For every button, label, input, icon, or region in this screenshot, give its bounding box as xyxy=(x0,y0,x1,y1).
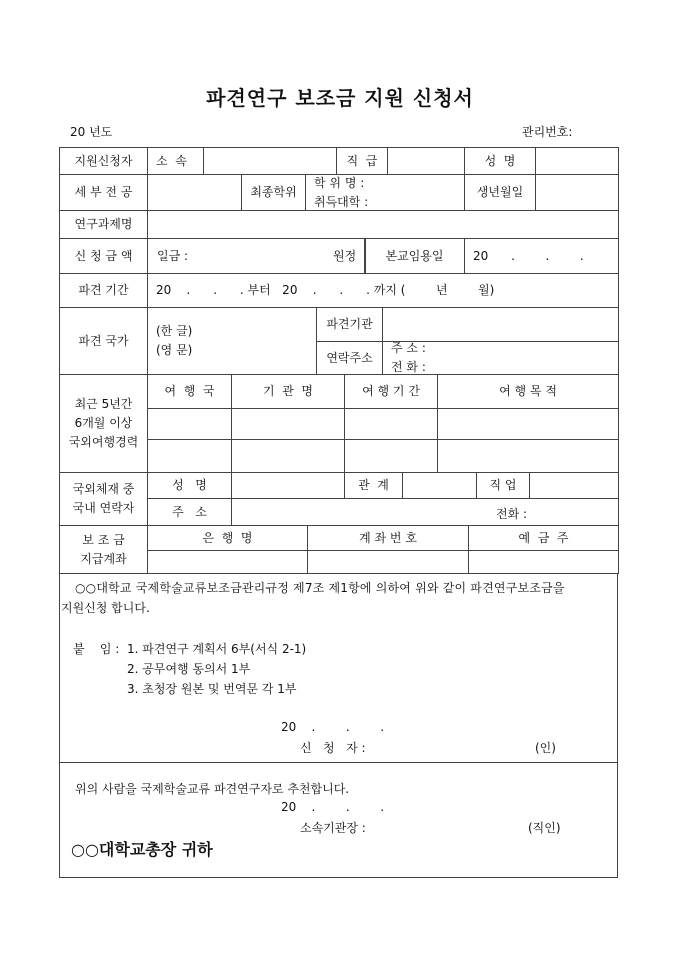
institution-field[interactable] xyxy=(382,307,619,342)
travel-cell[interactable] xyxy=(437,408,619,440)
amount-label: 신 청 금 액 xyxy=(59,238,148,274)
relation-label: 관 계 xyxy=(344,472,403,499)
affiliation-label: 소 속 xyxy=(147,147,204,175)
bank-name-field[interactable] xyxy=(147,550,308,574)
hire-date-label: 본교임용일 xyxy=(364,238,465,274)
domestic-contact-label: 국외체재 중 국내 연락자 xyxy=(59,472,148,526)
contact-address-field[interactable] xyxy=(231,498,619,526)
country-field[interactable]: (한 글) (영 문) xyxy=(147,307,317,375)
amount-prefix: 일금 : xyxy=(157,249,189,263)
birth-label: 생년월일 xyxy=(464,174,536,211)
institution-label: 파견기관 xyxy=(316,307,383,342)
travel-header-institution: 기 관 명 xyxy=(231,374,345,409)
contact-name-field[interactable] xyxy=(231,472,345,499)
applicant-signature-label: 신 청 자 : xyxy=(300,741,366,755)
period-label: 파견 기간 xyxy=(59,273,148,308)
account-number-field[interactable] xyxy=(307,550,469,574)
account-holder-header: 예 금 주 xyxy=(468,525,619,551)
statement-line-2: 지원신청 합니다. xyxy=(61,601,150,615)
contact-name-label: 성 명 xyxy=(147,472,232,499)
amount-suffix: 원정 xyxy=(333,249,357,263)
degree-label: 최종학위 xyxy=(241,174,306,211)
fiscal-year: 20 년도 xyxy=(70,125,113,139)
statement-line-1: ○○대학교 국제학술교류보조금관리규정 제7조 제1항에 의하여 위와 같이 파견연구보조금을 xyxy=(75,581,565,595)
project-field[interactable] xyxy=(147,210,619,239)
contact-address-label: 주 소 xyxy=(147,498,232,526)
attachment-item: 3. 초청장 원본 및 번역문 각 1부 xyxy=(127,682,297,696)
name-label: 성 명 xyxy=(464,147,536,175)
degree-detail-field[interactable]: 학 위 명 : 취득대학 : xyxy=(305,174,465,211)
attachment-item: 1. 파견연구 계획서 6부(서식 2-1) xyxy=(127,642,307,656)
attachment-item: 2. 공무여행 동의서 1부 xyxy=(127,662,251,676)
travel-header-purpose: 여 행 목 적 xyxy=(437,374,619,409)
applicant-label: 지원신청자 xyxy=(59,147,148,175)
period-field[interactable]: 20 . . . 부터 20 . . . 까지 ( 년 월) xyxy=(147,273,619,308)
attachment-label: 붙 임 : xyxy=(73,642,120,656)
name-field[interactable] xyxy=(535,147,619,175)
contact-address-field[interactable]: 주 소 : 전 화 : xyxy=(382,341,619,375)
travel-cell[interactable] xyxy=(231,439,345,473)
institution-head-label: 소속기관장 : xyxy=(300,821,366,835)
job-label: 직 업 xyxy=(476,472,530,499)
travel-header-country: 여 행 국 xyxy=(147,374,232,409)
relation-field[interactable] xyxy=(402,472,477,499)
applicant-seal: (인) xyxy=(535,741,556,755)
birth-field[interactable] xyxy=(535,174,619,211)
recommendation-date: 20 . . . xyxy=(281,800,385,814)
travel-cell[interactable] xyxy=(231,408,345,440)
account-label: 보 조 금 지급계좌 xyxy=(59,525,148,574)
addressee: ○○대학교총장 귀하 xyxy=(71,840,213,859)
project-label: 연구과제명 xyxy=(59,210,148,239)
travel-cell[interactable] xyxy=(344,408,438,440)
travel-history-label: 최근 5년간 6개월 이상 국외여행경력 xyxy=(59,374,148,473)
travel-cell[interactable] xyxy=(437,439,619,473)
application-date: 20 . . . xyxy=(281,720,385,734)
travel-cell[interactable] xyxy=(147,439,232,473)
management-number-label: 관리번호: xyxy=(522,125,573,139)
account-holder-field[interactable] xyxy=(468,550,619,574)
hire-date-field[interactable]: 20 . . . xyxy=(464,238,619,274)
rank-label: 직 급 xyxy=(336,147,388,175)
account-number-header: 계 좌 번 호 xyxy=(307,525,469,551)
major-field[interactable] xyxy=(147,174,242,211)
institution-seal: (직인) xyxy=(528,821,561,835)
form-title: 파견연구 보조금 지원 신청서 xyxy=(206,86,474,110)
bank-name-header: 은 행 명 xyxy=(147,525,308,551)
recommendation-text: 위의 사람을 국제학술교류 파견연구자로 추천합니다. xyxy=(75,782,350,796)
travel-header-period: 여 행 기 간 xyxy=(344,374,438,409)
job-field[interactable] xyxy=(529,472,619,499)
contact-address-label: 연락주소 xyxy=(316,341,383,375)
country-label: 파견 국가 xyxy=(59,307,148,375)
travel-cell[interactable] xyxy=(344,439,438,473)
travel-cell[interactable] xyxy=(147,408,232,440)
major-label: 세 부 전 공 xyxy=(59,174,148,211)
affiliation-field[interactable] xyxy=(203,147,337,175)
contact-phone-label: 전화 : xyxy=(496,507,528,521)
rank-field[interactable] xyxy=(387,147,465,175)
